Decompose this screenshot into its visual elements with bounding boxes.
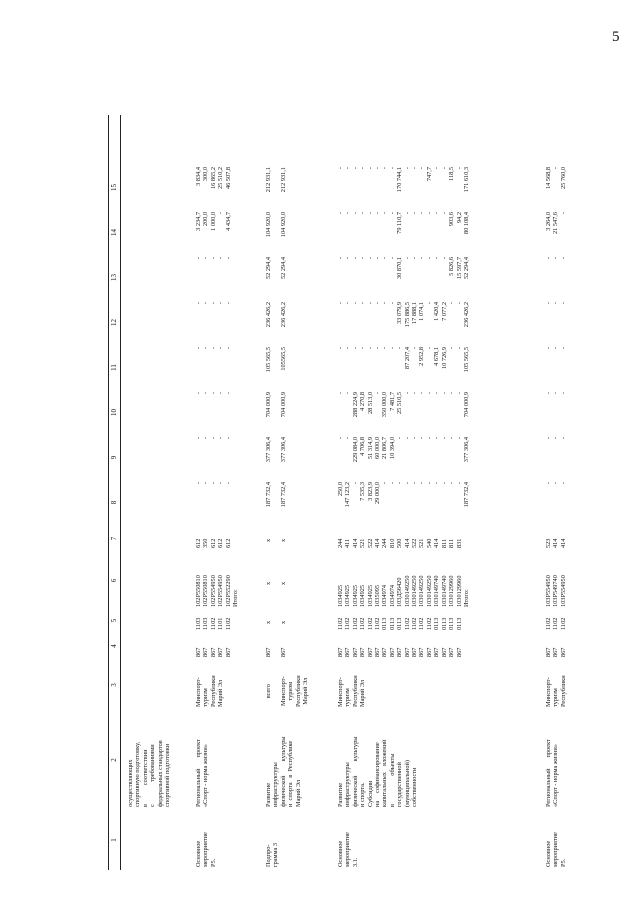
- block4-year-8: 14 568,8 - 25 760,0: [545, 167, 567, 190]
- block1-year-8: 3 834,4 300,0 16 865,2 25 510,2 46 507,8: [195, 167, 232, 190]
- column-header-7: 7: [110, 536, 118, 541]
- block2-vr: х х: [265, 538, 287, 542]
- block3-item-name: Основное мероприятие 3.1.: [337, 832, 359, 867]
- block4-year-4: - - -: [545, 347, 567, 350]
- block1-year-6: - - - - -: [195, 257, 232, 260]
- block3-grbs: 867 867 867 867 867 867 867 867 867 867 867 867 867 867 867 867 867: [337, 647, 463, 657]
- column-header-6: 6: [110, 578, 118, 583]
- column-header-3: 3: [110, 683, 118, 687]
- block2-executor: всего Минспорт- туризм Республики Марий Эл: [265, 675, 310, 707]
- block4-year-6: - - -: [545, 257, 567, 260]
- column-header-15: 15: [110, 184, 118, 191]
- block2-rzpr: х х: [265, 620, 287, 624]
- block2-year-1: 187 732,4 187 732,4: [265, 482, 287, 508]
- block1-year-5: - - - - -: [195, 302, 232, 305]
- column-header-9: 9: [110, 455, 118, 460]
- rotated-table: [105, 115, 575, 870]
- column-header-11: 11: [110, 364, 118, 371]
- column-header-1: 1: [110, 838, 118, 842]
- block4-item-name: Основное мероприятие Р5.: [545, 832, 567, 867]
- block2-year-6: 52 294,4 52 294,4: [265, 257, 287, 280]
- block3-year-1: 250,0 147 123,2 - 7 535,3 3 823,9 29 000,0 - - - - - - - - - - - 187 732,4: [337, 482, 470, 508]
- block2-description: Развитие инфраструктуры физической культуры и спорта в Республике Марий Эл: [265, 736, 302, 807]
- block2-item-name: Подпро- грамма 3: [265, 843, 280, 867]
- column-header-4: 4: [110, 644, 118, 648]
- block4-year-5: - - -: [545, 302, 567, 305]
- block4-vr: 523 414 414: [545, 538, 567, 548]
- block2-year-4: 105 565,5 105565,5: [265, 347, 287, 373]
- block3-year-7: - - - - - - - - 79 110,7 - - - - - - 903,6 94,2 80 108,4: [337, 212, 470, 235]
- block2-year-5: 236 426,2 236 426,2: [265, 302, 287, 328]
- block2-year-3: 704 000,9 704 000,9: [265, 392, 287, 418]
- block1-year-4: - - - - -: [195, 347, 232, 350]
- page-number: 5: [612, 29, 620, 45]
- block2-year-7: 104 920,0 104 920,0: [265, 212, 287, 238]
- block3-year-8: - - - - - - - - 170 744,1 - - - 747,7 - - 118,5 - 171 610,3: [337, 167, 470, 193]
- block2-grbs: 867 867: [265, 647, 287, 657]
- block3-year-4: - - - - - - - - - 87 207,4 - 2 952,8 - 4 678,1 10 726,9 - - 105 565,5: [337, 347, 470, 373]
- column-header-14: 14: [110, 229, 118, 236]
- column-header-10: 10: [110, 409, 118, 416]
- column-header-5: 5: [110, 618, 118, 623]
- block1-item-name: Основное мероприятие Р5.: [195, 832, 217, 867]
- block1-rzpr: 1103 1103 1102 1101 1102: [195, 617, 232, 630]
- table-top-rule: [108, 115, 109, 870]
- block2-year-8: 212 931,1 212 931,1: [265, 167, 287, 193]
- block3-executor: Минспорт- туризм Республики Марий Эл: [337, 675, 367, 707]
- block1-vr: 612 350 612 612 612: [195, 538, 232, 548]
- block3-year-2: - - 229 084,0 4 706,8 51 314,9 60 000,0 21 806,7 10 394,0 - - - - - - - - - 377 306,4: [337, 437, 470, 463]
- block1-year-2: - - - - -: [195, 437, 232, 440]
- block4-csr: 103Р554950 103Р549740 103Р554950: [545, 575, 567, 607]
- block1-grbs: 867 867 867 867 867: [195, 647, 232, 657]
- block3-year-5: - - - - - - - - 33 079,9 175 886,5 17 888,1 1 074,1 - 1 420,4 7 077,2 - - 236 426,2: [337, 302, 470, 328]
- block1-description: Региональный проект «Спорт - норма жизни»: [195, 739, 210, 807]
- block3-year-6: - - - - - - - - 30 870,1 - - - - - - 5 826,6 15 597,7 52 294,4: [337, 257, 470, 280]
- block3-vr: 244 411 414 521 522 414 244 810 500 414 522 521 540 414 811 811 831: [337, 538, 463, 548]
- block3-description: Развитие инфраструктуры физической культуры и спорта. Субсидии на софинансирование капитальных вложений в объекты государственной (муниципальной) собственности: [337, 736, 419, 807]
- block4-executor: Минспорт- туризм Республики: [545, 675, 567, 707]
- block4-year-2: - - -: [545, 437, 567, 440]
- block4-year-7: 3 264,0 21 547,6 -: [545, 212, 567, 235]
- block4-rzpr: 1102 1102 1102: [545, 617, 567, 630]
- block2-year-2: 377 306,4 377 306,4: [265, 437, 287, 463]
- block1-executor: Минспорт- туризм Республики Марий Эл: [195, 675, 225, 707]
- block4-grbs: 867 867 867: [545, 647, 567, 657]
- block3-rzpr: 1102 1102 1102 1102 1102 1102 0113 0113 0113 1102 1102 1102 1102 0113 0113 0113 0113: [337, 617, 463, 630]
- column-header-13: 13: [110, 274, 118, 281]
- block1-year-3: - - - - -: [195, 392, 232, 395]
- block3-csr: 1034925 1034925 1034925 1034925 1034925 1035095 1034974 1034974 103Д56420 1030149250 1030149250 1030149250 1030149250 1030149740 1030149740 1030129960 1030129960 Итого:: [337, 575, 470, 607]
- block1-year-7: 3 234,7 200,0 1 000,0 - 4 434,7: [195, 212, 232, 231]
- column-header-8: 8: [110, 500, 118, 505]
- block1-csr: 102Р550810 102Р550810 102Р554950 102Р554950 102Р552290 Итого:: [195, 575, 240, 607]
- block3-year-3: - - 288 224,9 4 270,8 28 513,0 - 350 000,0 7 481,7 25 510,5 - - - - - - - - 704 000,9: [337, 392, 470, 418]
- intro-description: осуществляющих спортивную подготовку, в соответствии с требованиями федеральных стандартов спортивной подготовки: [127, 740, 172, 807]
- column-header-2: 2: [110, 758, 118, 762]
- header-bottom-rule: [120, 115, 121, 870]
- block4-year-3: - - -: [545, 392, 567, 395]
- block4-description: Региональный проект «Спорт - норма жизни»: [545, 739, 560, 807]
- block1-year-1: - - - - -: [195, 482, 232, 485]
- block2-csr: х х: [265, 581, 287, 585]
- column-header-12: 12: [110, 319, 118, 326]
- block4-year-1: - - -: [545, 482, 567, 485]
